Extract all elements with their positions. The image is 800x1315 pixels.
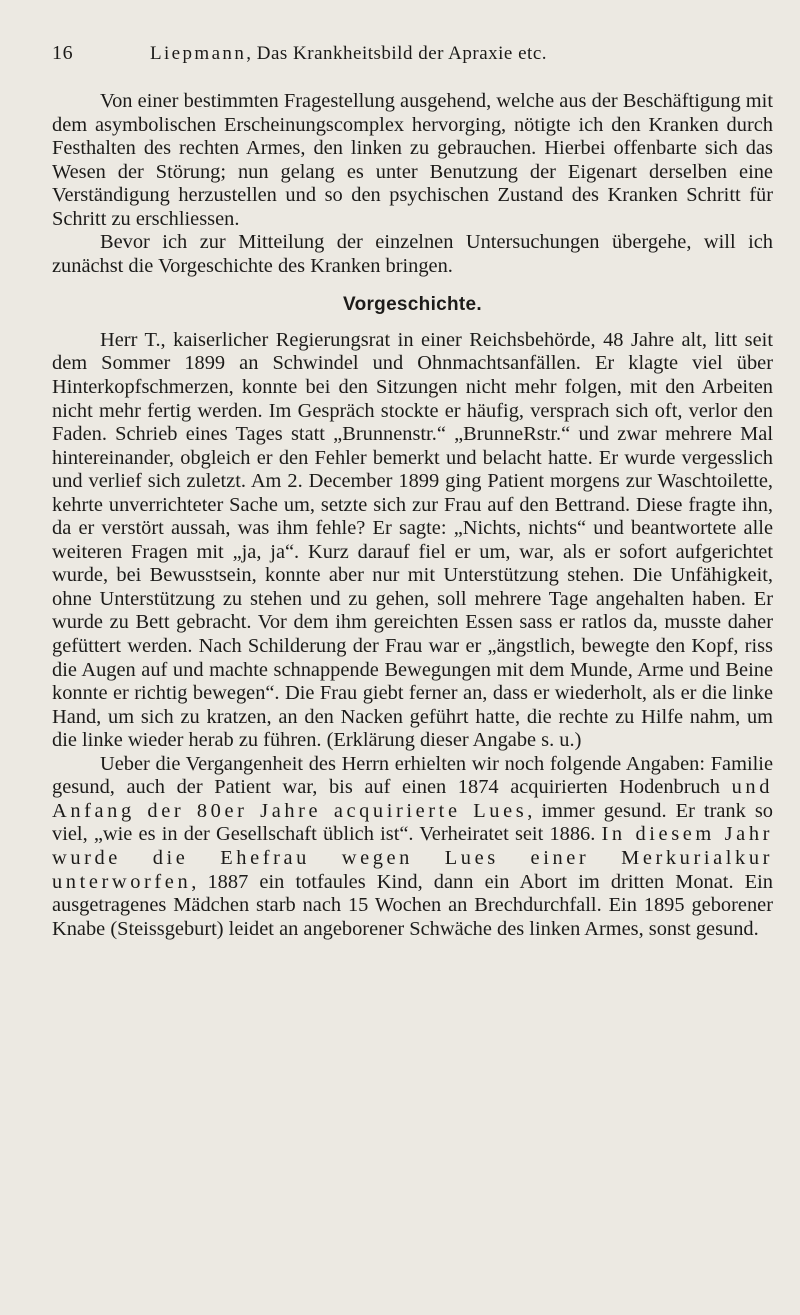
past-history-part-1: Ueber die Vergangenheit des Herrn erhielten wir noch folgende Angaben: Familie gesund, auch der Patient war, bis auf einen 1874 acquirierten Hodenbruch (52, 752, 773, 799)
paragraph-intro: Von einer bestimmten Fragestellung ausgehend, welche aus der Beschäftigung mit dem asymbolischen Erscheinungscomplex hervorging, nötigte ich den Kranken durch Festhalten des rechten Armes, den linken zu gebrauchen. Hierbei offenbarte sich das Wesen der Störung; nun gelang es unter Benutzung der Eigenart derselben eine Verständigung herzustellen und so den psychischen Zustand des Kranken Schritt für Schritt zu erschliessen. (52, 90, 773, 230)
running-title-author: Liepmann (150, 43, 247, 64)
paragraph-transition: Bevor ich zur Mitteilung der einzelnen Untersuchungen übergehe, will ich zunächst die Vorgeschichte des Kranken bringen. (52, 231, 773, 277)
past-history-emphasis-1: und Anfang der 80er Jahre acquirierte Lues (52, 776, 773, 822)
section-heading: Vorgeschichte. (343, 294, 482, 316)
running-head (52, 42, 772, 76)
paragraph-past-history (52, 753, 773, 941)
page-number: 16 (52, 42, 74, 64)
past-history-part-2: , immer gesund. Er trank so viel, „wie es in der Gesellschaft üblich ist“. Verheiratet seit 1886. (52, 799, 773, 846)
body-text (52, 90, 773, 941)
past-history-part-3: , 1887 ein totfaules Kind, dann ein Abort im dritten Monat. Ein ausgetragenes Mädchen starb nach 15 Wochen an Brechdurchfall. Ein 1895 geborener Knabe (Steissgeburt) leidet an angeborener Schwäche des linken Armes, sonst gesund. (52, 870, 773, 940)
past-history-emphasis-2: In diesem Jahr wurde die Ehefrau wegen Lues einer Merkurialkur unterworfen (52, 823, 773, 893)
running-title (150, 43, 547, 65)
running-title-text: , Das Krankheitsbild der Apraxie etc. (246, 43, 548, 64)
paragraph-case-history: Herr T., kaiserlicher Regierungsrat in einer Reichsbehörde, 48 Jahre alt, litt seit dem Sommer 1899 an Schwindel und Ohnmachtsanfällen. Er klagte viel über Hinterkopfschmerzen, konnte bei den Sitzungen nicht mehr folgen, mit den Arbeiten nicht mehr fertig werden. Im Gespräch stockte er häufig, versprach sich oft, verlor den Faden. Schrieb eines Tages statt „Brunnenstr.“ „BrunneRstr.“ und zwar mehrere Mal hintereinander, obgleich er den Fehler bemerkt und belacht hatte. Er wurde vergesslich und verlief sich zuletzt. Am 2. December 1899 ging Patient morgens zur Waschtoilette, kehrte unverrichteter Sache um, setzte sich zur Frau auf den Bettrand. Diese fragte ihn, da er verstört aussah, was ihm fehle? Er sagte: „Nichts, nichts“ und beantwortete alle weiteren Fragen mit „ja, ja“. Kurz darauf fiel er um, war, als er sofort aufgerichtet wurde, bei Bewusstsein, konnte aber nur mit Unterstützung stehen. Die Unfähigkeit, ohne Unterstützung zu stehen und zu gehen, soll mehrere Tage angehalten haben. Er wurde zu Bett gebracht. Vor dem ihm gereichten Essen sass er ratlos da, musste daher gefüttert werden. Nach Schilderung der Frau war er „ängstlich, bewegte den Kopf, riss die Augen auf und machte schnappende Bewegungen mit dem Munde, Arme und Beine konnte er richtig bewegen“. Die Frau giebt ferner an, dass er wiederholt, als er die linke Hand, um sich zu kratzen, an den Nacken geführt hatte, die rechte zu Hilfe nahm, um die linke wieder herab zu führen. (Erklärung dieser Angabe s. u.) (52, 328, 773, 752)
